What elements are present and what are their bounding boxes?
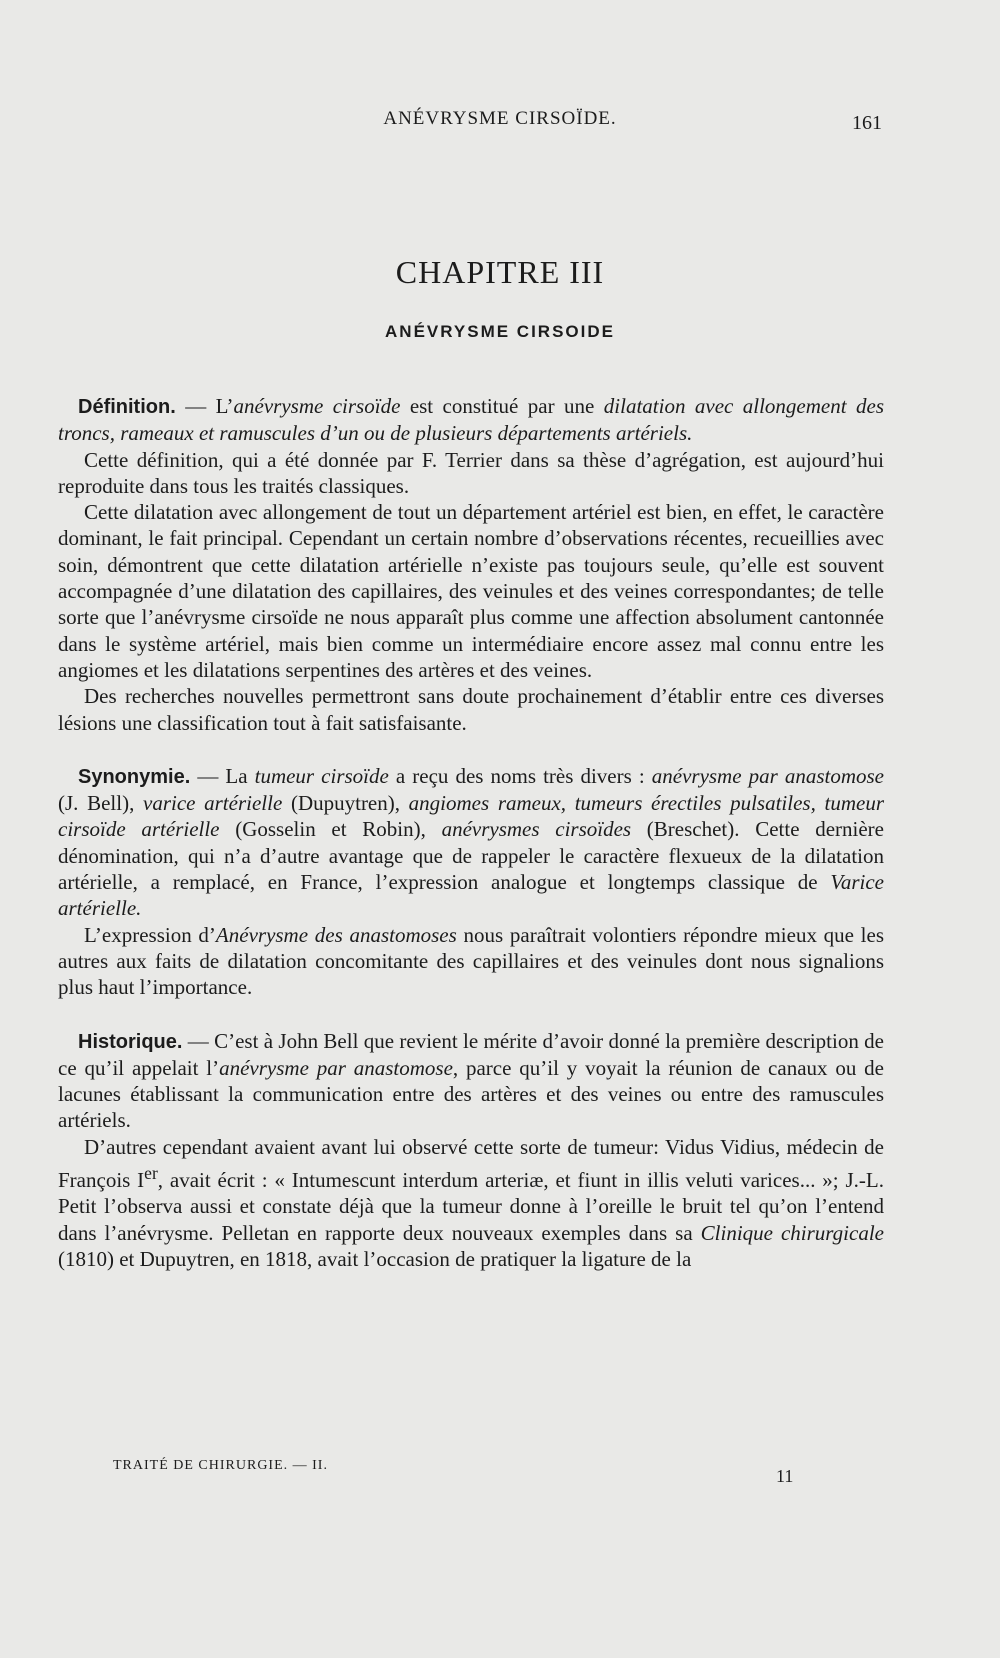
synonymie-p2-term: Anévrysme des anastomoses [215, 922, 457, 947]
definition-emphasis: dilatation avec allongement des troncs, rameaux et ramuscules d’un ou de plusieurs départements artériels. [58, 394, 884, 446]
historique-paragraph [58, 1028, 884, 1134]
body-text [58, 393, 884, 1272]
definition-paragraph-2: Cette définition, qui a été donnée par F. Terrier dans sa thèse d’agrégation, est aujourd’hui reproduite dans tous les traités classiques. [58, 447, 884, 498]
historique-p2-text-1: D’autres cependant avaient avant lui observé cette sorte de tumeur: Vidus Vidius, médecin de François I [58, 1134, 884, 1193]
synonymie-term-3: varice artérielle [143, 791, 283, 816]
synonymie-text-1: — La [190, 763, 255, 788]
synonymie-text-2: a reçu des noms très divers : [388, 763, 652, 788]
footer-book-title: TRAITÉ DE CHIRURGIE. — II. [113, 1458, 328, 1473]
historique-p2-text-2: , avait écrit : « Intumescunt interdum arteriæ, et fiunt in illis veluti varices... »; J.-L. Petit l’observa aussi et constate déjà que la tumeur donne à l’oreille le bruit tel qu’on l’entend dans l’anévrysme. Pelletan en rapporte deux nouveaux exemples dans sa [58, 1168, 884, 1245]
synonymie-p2-text-1: L’expression d’ [84, 922, 216, 947]
synonymie-paragraph-2 [58, 922, 884, 1001]
synonymie-heading: Synonymie. [78, 765, 191, 788]
historique-heading: Historique. [78, 1030, 183, 1053]
synonymie-paragraph [58, 763, 884, 922]
chapter-title: ANÉVRYSME CIRSOIDE [385, 322, 615, 341]
historique-p2-title: Clinique chirurgicale [700, 1220, 884, 1245]
synonymie-term-2: anévrysme par anastomose [651, 763, 885, 788]
chapter-number: CHAPITRE III [395, 254, 605, 290]
historique-text-2: , parce qu’il y voyait la réunion de canaux ou de lacunes établissant la communication entre des artères et des veines ou entre des ramuscules artériels. [58, 1055, 884, 1133]
definition-term: anévrysme cirsoïde [233, 394, 401, 418]
synonymie-term-5: anévrysmes cirsoïdes [441, 817, 632, 842]
historique-p2-superscript: er [144, 1163, 158, 1184]
synonymie-text-6: (Breschet). Cette dernière dénomination, qui n’a d’autre avantage que de rappeler le caractère flexueux de la dilatation artérielle, a remplacé, en France, l’expression analogue et longtemps classique de [58, 817, 884, 895]
synonymie-term-6: Varice artérielle. [58, 870, 884, 921]
synonymie-text-3: (J. Bell), [58, 791, 143, 816]
page-footer [0, 1458, 1000, 1498]
definition-text-2: est constitué par une [400, 394, 604, 418]
definition-paragraph [58, 393, 884, 447]
historique-p2-text-3: (1810) et Dupuytren, en 1818, avait l’occasion de pratiquer la ligature de la [58, 1246, 692, 1271]
footer-signature-mark: 11 [776, 1466, 794, 1486]
historique-paragraph-2 [58, 1134, 884, 1272]
synonymie-text-5: (Gosselin et Robin), [219, 817, 442, 842]
page-number: 161 [852, 112, 882, 134]
synonymie-term-4: angiomes rameux, tumeurs érectiles pulsatiles, tumeur cirsoïde artérielle [58, 791, 884, 842]
definition-text-1: — L’ [175, 394, 234, 418]
definition-paragraph-4: Des recherches nouvelles permettront sans doute prochainement d’établir entre ces diverses lésions une classification tout à fait satisfaisante. [58, 684, 884, 735]
definition-paragraph-3: Cette dilatation avec allongement de tout un département artériel est bien, en effet, le caractère dominant, le fait principal. Cependant un certain nombre d’observations récentes, recueillies avec soin, démontrent que cette dilatation artérielle n’existe pas toujours seule, qu’elle est souvent accompagnée d’une dilatation des capillaires, des veinules et des veines correspondantes; de telle sorte que l’anévrysme cirsoïde ne nous apparaît plus comme une affection absolument cantonnée dans le système artériel, mais bien comme un intermédiaire encore assez mal connu entre les angiomes et les dilatations serpentines des artères et des veines. [58, 500, 884, 682]
running-title: ANÉVRYSME CIRSOÏDE. [383, 108, 617, 129]
synonymie-p2-text-2: nous paraîtrait volontiers répondre mieux que les autres aux faits de dilatation concomitante des capillaires et des veinules dont nous signalions plus haut l’importance. [58, 922, 885, 1000]
synonymie-text-4: (Dupuytren), [282, 791, 409, 816]
historique-term: anévrysme par anastomose [219, 1055, 453, 1080]
historique-text-1: — C’est à John Bell que revient le mérite d’avoir donné la première description de ce qu’il appelait l’ [58, 1028, 884, 1080]
synonymie-term-1: tumeur cirsoïde [254, 763, 389, 788]
running-head [0, 108, 1000, 138]
definition-heading: Définition. [78, 396, 176, 418]
